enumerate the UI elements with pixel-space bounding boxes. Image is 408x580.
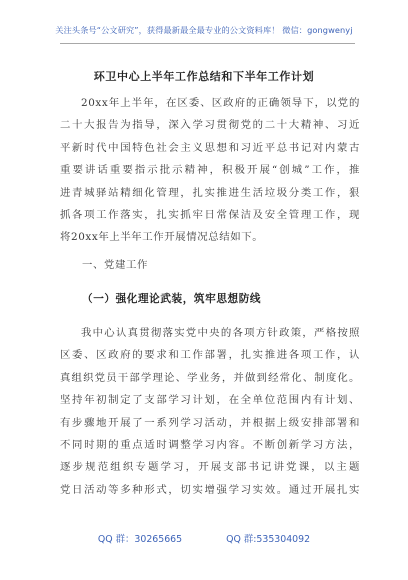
intro-line: 二十大报告为指导，深入学习贯彻党的二十大精神、习近: [60, 119, 360, 132]
subsection-heading: （一）强化理论武装，筑牢思想防线: [82, 293, 262, 305]
intro-line: 进青城驿站精细化管理，扎实推进生活垃圾分类工作，狠: [60, 186, 360, 199]
document-title: 环卫中心上半年工作总结和下半年工作计划: [93, 70, 315, 83]
header-note: 关注头条号“公文研究”，获得最新最全最专业的公文资料库！ 微信：gongwenyj: [55, 25, 353, 35]
footer: [0, 534, 408, 546]
body-line: 逐步规范组织专题学习，开展支部书记讲党课，以主题: [60, 461, 360, 474]
body-paragraph: [60, 322, 360, 501]
body-line: 我中心认真贯彻落实党中央的各项方针政策，严格按照: [81, 327, 360, 339]
body-line: 不同时期的重点适时调整学习内容。不断创新学习方法，: [60, 438, 360, 451]
intro-line: 平新时代中国特色社会主义思想和习近平总书记对内蒙古: [60, 141, 360, 154]
body-line: 真组织党员干部学理论、学业务，并做到经常化、制度化。: [60, 371, 360, 384]
header-divider: [60, 43, 355, 44]
section-heading: 一、党建工作: [82, 259, 148, 271]
footer-qq-group-left: QQ 群：30265665: [97, 534, 183, 545]
intro-line: 将20xx年上半年工作开展情况总结如下。: [60, 231, 264, 244]
footer-qq-group-right: QQ 群:535304092: [226, 534, 311, 545]
body-line: 党日活动等多种形式，切实增强学习实效。通过开展扎实: [60, 483, 360, 496]
body-line: 有步骤地开展了一系列学习活动，并根据上级安排部署和: [60, 416, 360, 429]
intro-line: 抓各项工作落实，扎实抓牢日常保洁及安全管理工作，现: [60, 208, 360, 221]
intro-line: 重要讲话重要指示批示精神，积极开展“创城”工作，推: [60, 164, 360, 177]
body-line: 坚持年初制定了支部学习计划，在全单位范围内有计划、: [60, 394, 360, 407]
intro-paragraph: [60, 92, 360, 249]
intro-line: 20xx年上半年，在区委、区政府的正确领导下，以党的: [81, 97, 360, 109]
body-line: 区委、区政府的要求和工作部署，扎实推进各项工作，认: [60, 349, 360, 362]
